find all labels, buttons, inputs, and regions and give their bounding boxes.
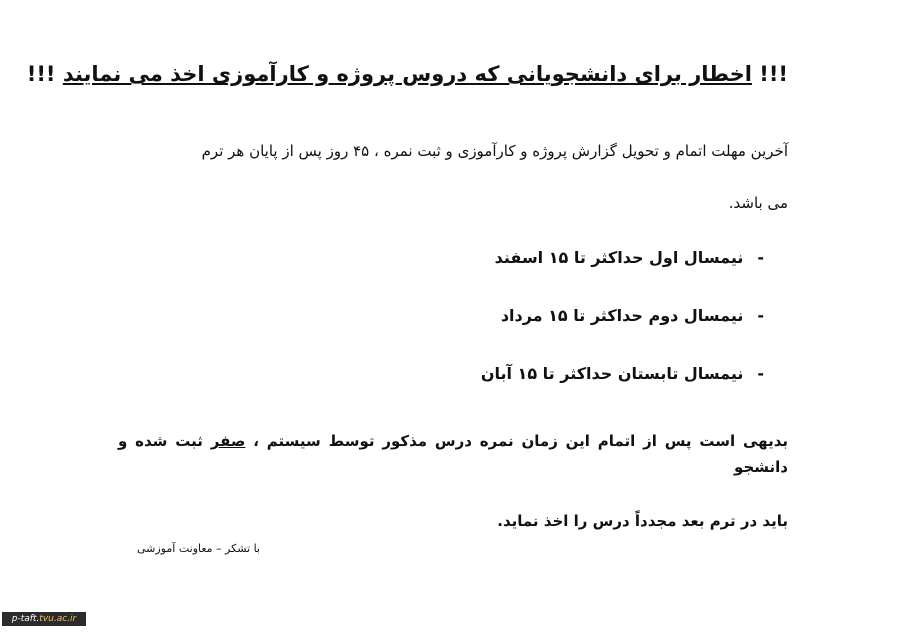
deadline-list	[481, 248, 764, 422]
bullet-text: نیمسال تابستان حداکثر تا ۱۵ آبان	[480, 364, 744, 383]
consequence-line-2: باید در ترم بعد مجدداً درس را اخذ نماید.	[497, 512, 788, 530]
title-suffix: !!!	[26, 62, 63, 86]
badge-prefix: p-taft.	[11, 614, 40, 624]
consequence-paragraph	[118, 428, 788, 534]
notice-title	[26, 62, 788, 86]
signature: با تشکر – معاونت آموزشی	[137, 542, 260, 555]
bullet-dash: -	[757, 364, 764, 383]
consequence-text-b: ثبت شده و دانشجو	[118, 432, 788, 476]
consequence-text-a: بدیهی است پس از اتمام این زمان نمره درس مذکور توسط سیستم ،	[245, 432, 788, 450]
deadline-paragraph	[118, 138, 788, 216]
bullet-text: نیمسال دوم حداکثر تا ۱۵ مرداد	[500, 306, 744, 325]
list-item	[481, 306, 764, 364]
deadline-line-1: آخرین مهلت اتمام و تحویل گزارش پروژه و کارآموزی و ثبت نمره ، ۴۵ روز پس از پایان هر ترم	[201, 142, 788, 160]
list-item	[481, 364, 764, 422]
deadline-line-2: می باشد.	[728, 194, 788, 212]
bullet-dash: -	[757, 248, 764, 267]
bullet-dash: -	[757, 306, 764, 325]
bullet-text: نیمسال اول حداکثر تا ۱۵ اسفند	[494, 248, 744, 267]
site-url-badge[interactable]	[2, 612, 86, 626]
badge-accent: tvu.ac.ir	[39, 614, 77, 624]
list-item	[481, 248, 764, 306]
zero-grade-emphasis: صفر	[210, 432, 246, 450]
title-main: اخطار برای دانشجویانی که دروس پروژه و کارآموزی اخذ می نمایند	[62, 62, 752, 86]
title-prefix: !!!	[751, 62, 788, 86]
